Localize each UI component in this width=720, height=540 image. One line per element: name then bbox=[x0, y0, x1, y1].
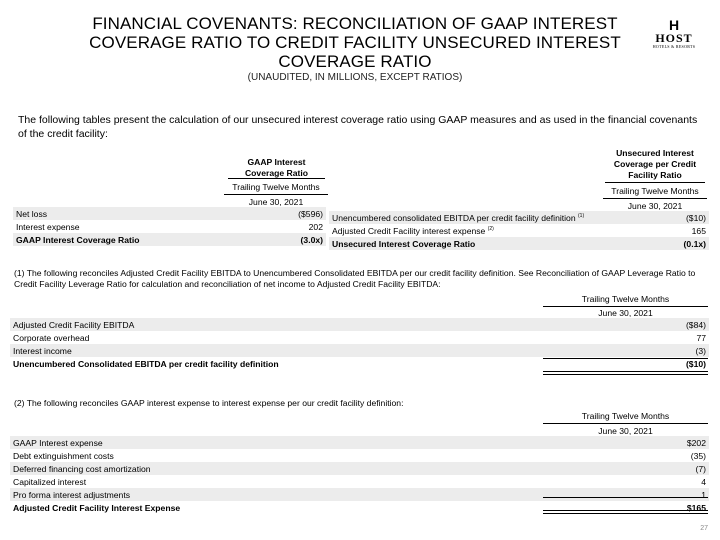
row-label: Adjusted Credit Facility EBITDA bbox=[10, 318, 648, 331]
unsecured-period-rule bbox=[603, 198, 707, 199]
row-label: Pro forma interest adjustments bbox=[10, 488, 620, 501]
row-label: Debt extinguishment costs bbox=[13, 450, 114, 461]
row-label: GAAP Interest expense bbox=[10, 436, 620, 449]
row-label: Capitalized interest bbox=[13, 476, 87, 487]
footnote-2-text: (2) The following reconciles GAAP interest expense to interest expense per our credit facility definition: bbox=[14, 398, 404, 408]
table-row bbox=[10, 475, 709, 488]
host-logo bbox=[648, 18, 700, 49]
table-row bbox=[10, 436, 709, 449]
row-label: Deferred financing cost amortization bbox=[10, 462, 620, 475]
footnote-1-text: (1) The following reconciles Adjusted Credit Facility EBITDA to Unencumbered Consolidated EBITDA per our credit facility definition. See Reconciliation of GAAP Leverage Ratio to Credit Facility Leverage Ratio for calculation and reconciliation of net income to Adjusted Credit Facility EBITDA: bbox=[14, 268, 696, 289]
row-value: (35) bbox=[690, 450, 706, 461]
row-label: Adjusted Credit Facility interest expense $^{(2)}$ bbox=[332, 225, 494, 236]
page-subtitle: (UNAUDITED, IN MILLIONS, EXCEPT RATIOS) bbox=[247, 72, 463, 83]
unsecured-table-header: Unsecured Interest Coverage per Credit Facility Ratio bbox=[613, 148, 697, 180]
row-value: (7) bbox=[620, 462, 709, 475]
logo-name: HOST bbox=[655, 31, 693, 45]
note1-period-1: Trailing Twelve Months bbox=[581, 294, 670, 304]
page-title: FINANCIAL COVENANTS: RECONCILIATION OF GAAP INTEREST COVERAGE RATIO TO CREDIT FACILITY UNSECURED INTEREST COVERAGE RATIO bbox=[89, 14, 621, 71]
note2-total-rule bbox=[543, 497, 708, 498]
table-row bbox=[10, 488, 709, 501]
gaap-table bbox=[13, 207, 326, 246]
note1-total-rule bbox=[543, 358, 708, 359]
row-value: ($10) bbox=[685, 358, 706, 369]
row-label: GAAP Interest Coverage Ratio bbox=[13, 233, 266, 246]
table-row bbox=[329, 237, 709, 250]
gaap-table-header: GAAP Interest Coverage Ratio bbox=[244, 157, 309, 178]
row-value: 1 bbox=[620, 488, 709, 501]
gaap-period-2: June 30, 2021 bbox=[248, 197, 304, 207]
note1-period-rule bbox=[543, 306, 708, 307]
table-row bbox=[13, 233, 326, 246]
row-value: 202 bbox=[308, 221, 323, 232]
row-value: 77 bbox=[696, 332, 706, 343]
row-value: $165 bbox=[686, 502, 706, 513]
row-label: Interest expense bbox=[16, 221, 80, 232]
note2-period-rule bbox=[543, 423, 708, 424]
row-value: 4 bbox=[701, 476, 706, 487]
unsecured-period-1: Trailing Twelve Months bbox=[611, 186, 699, 196]
row-label: Unencumbered Consolidated EBITDA per credit facility definition bbox=[13, 358, 279, 369]
logo-subtext: HOTELS & RESORTS bbox=[652, 44, 696, 49]
row-value: ($596) bbox=[266, 207, 326, 220]
note2-period-2: June 30, 2021 bbox=[598, 426, 653, 436]
note2-table bbox=[10, 436, 709, 514]
row-label: Interest income bbox=[10, 344, 648, 357]
row-label: Unsecured Interest Coverage Ratio bbox=[329, 237, 671, 250]
table-row bbox=[13, 220, 326, 233]
note1-double-rule bbox=[543, 371, 708, 375]
row-value: $202 bbox=[620, 436, 709, 449]
gaap-header-rule bbox=[228, 178, 325, 179]
note2-period-1: Trailing Twelve Months bbox=[581, 411, 670, 421]
table-row bbox=[10, 331, 709, 344]
unsecured-header-rule bbox=[605, 182, 705, 183]
intro-text: The following tables present the calculation of our unsecured interest coverage ratio using GAAP measures and as used in the financial covenants of the credit facility: bbox=[18, 114, 698, 140]
unsecured-period-2: June 30, 2021 bbox=[627, 201, 683, 211]
gaap-period-1: Trailing Twelve Months bbox=[232, 182, 320, 192]
row-label: Net loss bbox=[13, 207, 266, 220]
page-number: 27 bbox=[700, 525, 708, 532]
row-label: Corporate overhead bbox=[13, 332, 90, 343]
row-label: Adjusted Credit Facility Interest Expense bbox=[13, 502, 181, 513]
row-value: ($84) bbox=[648, 318, 709, 331]
note1-table bbox=[10, 318, 709, 370]
row-value: (0.1x) bbox=[671, 237, 709, 250]
row-value: (3) bbox=[648, 344, 709, 357]
row-label: Unencumbered consolidated EBITDA per credit facility definition $^{(1)}$ bbox=[329, 211, 671, 224]
row-value: 165 bbox=[691, 225, 706, 236]
table-row bbox=[329, 211, 709, 224]
table-row bbox=[13, 207, 326, 220]
host-logo-icon: H bbox=[668, 17, 680, 33]
note1-period-2: June 30, 2021 bbox=[598, 308, 653, 318]
table-row bbox=[10, 462, 709, 475]
unsecured-table bbox=[329, 211, 709, 250]
gaap-period-rule bbox=[224, 194, 328, 195]
table-row bbox=[10, 318, 709, 331]
row-value: ($10) bbox=[671, 211, 709, 224]
table-row bbox=[10, 449, 709, 462]
table-row bbox=[329, 224, 709, 237]
table-row bbox=[10, 344, 709, 357]
note2-double-rule bbox=[543, 510, 708, 514]
row-value: (3.0x) bbox=[266, 233, 326, 246]
